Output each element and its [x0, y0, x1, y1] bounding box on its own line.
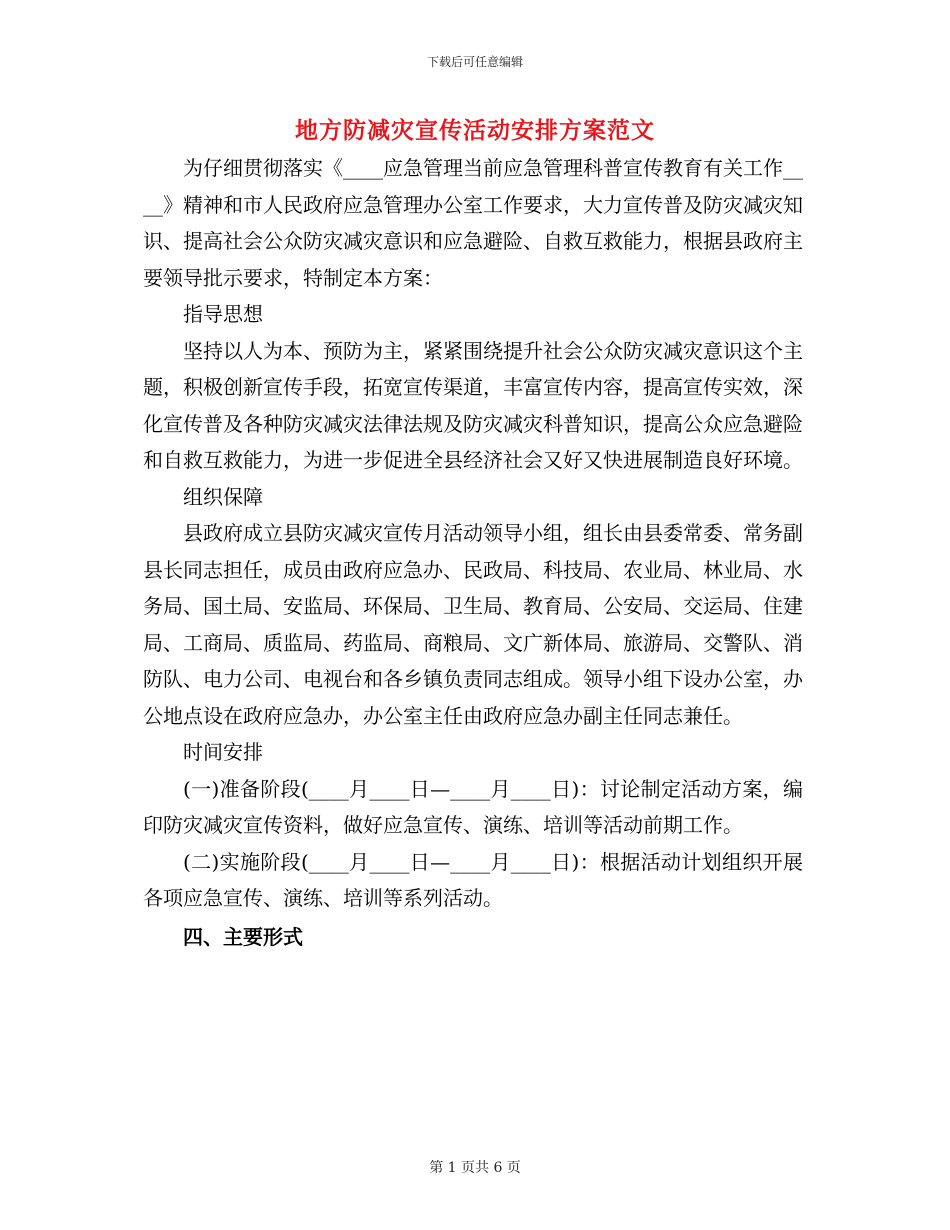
intro-paragraph: 为仔细贯彻落实《____应急管理当前应急管理科普宣传教育有关工作____》精神和市人民政府应急管理办公室工作要求，大力宣传普及防灾减灾知识、提高社会公众防灾减灾意识和应急避险、自救互救能力，根据县政府主要领导批示要求，特制定本方案： — [143, 156, 803, 290]
page-footer: 第 1 页共 6 页 — [429, 1160, 521, 1176]
document-title: 地方防减灾宣传活动安排方案范文 — [295, 117, 655, 144]
section-heading-guiding-thought: 指导思想 — [183, 302, 263, 326]
document-body — [143, 150, 803, 955]
section-heading-schedule: 时间安排 — [183, 740, 263, 764]
schedule-stage-1: (一)准备阶段(____月____日—____月____日)：讨论制定活动方案，编印防灾减灾宣传资料，做好应急宣传、演练、培训等活动前期工作。 — [143, 776, 803, 837]
header-note: 下载后可任意编辑 — [426, 55, 523, 69]
guiding-thought-paragraph: 坚持以人为本、预防为主，紧紧围绕提升社会公众防灾减灾意识这个主题，积极创新宣传手段，拓宽宣传渠道，丰富宣传内容，提高宣传实效，深化宣传普及各种防灾减灾法律法规及防灾减灾科普知识，提高公众应急避险和自救互救能力，为进一步促进全县经济社会又好又快进展制造良好环境。 — [143, 338, 803, 472]
schedule-stage-2: (二)实施阶段(____月____日—____月____日)：根据活动计划组织开展各项应急宣传、演练、培训等系列活动。 — [143, 849, 803, 910]
section-heading-main-forms: 四、主要形式 — [183, 924, 303, 949]
organization-paragraph: 县政府成立县防灾减灾宣传月活动领导小组，组长由县委常委、常务副县长同志担任，成员由政府应急办、民政局、科技局、农业局、林业局、水务局、国土局、安监局、环保局、卫生局、教育局、公安局、交运局、住建局、工商局、质监局、药监局、商粮局、文广新体局、旅游局、交警队、消防队、电力公司、电视台和各乡镇负责同志组成。领导小组下设办公室，办公地点设在政府应急办，办公室主任由政府应急办副主任同志兼任。 — [143, 521, 803, 728]
section-heading-organization: 组织保障 — [183, 484, 263, 509]
